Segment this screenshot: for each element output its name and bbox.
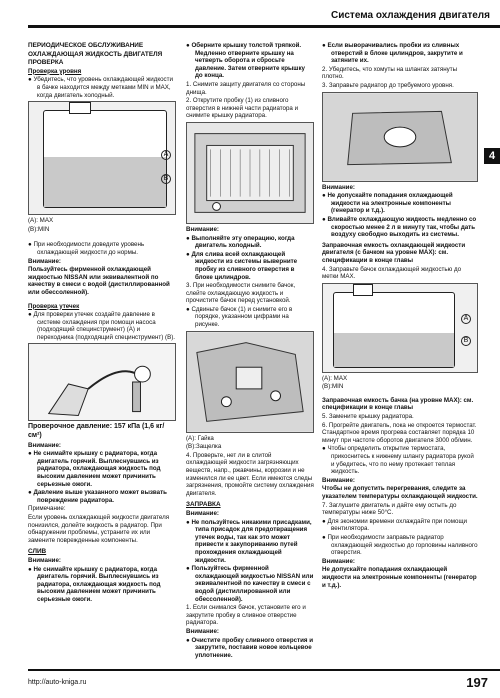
attention-pour-slowly: ● Вливайте охлаждающую жидкость медленно со скоростью менее 2 л в минуту так, чтобы дать воздуху свободно выходить из системы. <box>322 215 477 239</box>
heading-check: ПРОВЕРКА <box>28 59 64 67</box>
figure-reservoir-levels <box>322 283 478 373</box>
step-3: 3. При необходимости снимите бачок, слейте охлаждающую жидкость и прочистите бачок перед установкой. <box>186 282 296 305</box>
fill-step-3: 3. Заправьте радиатор до требуемого уровня. <box>322 81 454 89</box>
step-4: 4. Проверьте, нет ли в слитой охлаждающей жидкости загрязняющих веществ, напр., ржавчины, коррозии и не изменился ли ее цвет. Если имеются следы загрязнения, промойте систему охлаждения двигателя. <box>186 451 314 497</box>
attention-label: Внимание: <box>186 225 219 233</box>
figure-reservoir-removal <box>186 331 314 433</box>
header-title: Система охлаждения двигателя <box>330 10 490 21</box>
heading-maintenance: ПЕРИОДИЧЕСКОЕ ОБСЛУЖИВАНИЕ <box>28 42 144 49</box>
label-b: B <box>461 336 471 346</box>
text-block-plugs: ● Если выворачивались пробки из сливных отверстий в блоке цилиндров, закрутите и затяните их. <box>322 42 463 65</box>
fill-step-6: 6. Прогрейте двигатель, пока не откроется термостат. Стандартное время прогрева составляет порядка 10 минут при частоте оборотов двигателя 3000 об/мин. <box>322 421 477 444</box>
footer-url: http://auto-kniga.ru <box>28 679 87 686</box>
column-2 <box>186 42 314 660</box>
attention-text-2a: ● Не снимайте крышку с радиатора, когда двигатель горячий. Выплеснувшись из радиатора, охлаждающая жидкость под высоким давлением может причинить серьезные ожоги. <box>28 450 161 488</box>
note-text: Если уровень охлаждающей жидкости двигателя понизился, долейте жидкость в радиатор. При обнаружении проблемы, устраните их или замените поврежденные компоненты. <box>28 514 170 544</box>
text-leak-check: ● Для проверки утечек создайте давление в системе охлаждения при помощи насоса (подходящий специнструмент) (A) и переходника (подходящий специнструмент) (B). <box>28 311 176 341</box>
note-label: Примечание: <box>28 505 66 513</box>
attention-label: Внимание: <box>322 183 355 191</box>
radiator-drawing <box>187 123 313 223</box>
reservoir-neck <box>353 284 373 296</box>
attention-no-additives: ● Не пользуйтесь никакими присадками, типа присадок для предотвращения утечек воды, так как это может привести к закупориванию путей прохождения охлаждающей жидкости. <box>186 518 312 564</box>
text-top-up: ● При необходимости доведите уровень охлаждающей жидкости до нормы. <box>28 241 145 256</box>
fig-caption-a: (A): MAX <box>28 217 54 225</box>
attention-cold-engine: ● Выполняйте эту операцию, когда двигатель холодный. <box>186 234 295 250</box>
figure-radiator-drain <box>186 122 314 224</box>
label-a: A <box>461 314 471 324</box>
text-fan-cooling: ● Для экономии времени охлаждайте при помощи вентилятора. <box>322 517 467 533</box>
pressure-tester-drawing <box>29 344 175 420</box>
column-3 <box>322 42 478 590</box>
capacity-reservoir: Заправочная емкость бачка (на уровне MAX): см. спецификации в конце главы <box>322 396 474 412</box>
text-wrap-cap: ● Оберните крышку толстой тряпкой. Медленно отверните крышку на четверть оборота и сбросьте давление. Затем отверните крышку до конца. <box>186 42 305 80</box>
fill-step-7: 7. Заглушите двигатель и дайте ему остыть до температуры ниже 50°С. <box>322 501 457 517</box>
label-a: A <box>161 150 171 160</box>
fig-caption-min: (B):MIN <box>322 383 344 391</box>
attention-label-2: Внимание: <box>28 441 61 449</box>
fig-caption-clip: (B):Защелка <box>186 443 222 451</box>
attention-text-3: ● Не снимайте крышку с радиатора, когда двигатель горячий. Выплеснувшись из радиатора, охлаждающая жидкость под высоким давлением может причинить серьезные ожоги. <box>28 565 161 603</box>
figure-coolant-tank <box>28 101 176 215</box>
heading-coolant: ОХЛАЖДАЮЩАЯ ЖИДКОСТЬ ДВИГАТЕЛЯ <box>28 50 163 58</box>
attention-text-1: Пользуйтесь фирменной охлаждающей жидкостью NISSAN или эквивалентной по качеству в смеси с водой (дистиллированной или обессоленной). <box>28 266 170 296</box>
attention-label-3: Внимание: <box>28 556 61 564</box>
tank-liquid <box>44 157 166 207</box>
footer-rule <box>28 669 500 671</box>
heading-leak-check: Проверка утечек <box>28 302 80 310</box>
reservoir-shape <box>333 292 455 368</box>
attention-overheat: Чтобы не допустить перегревания, следите за указателем температуры охлаждающей жидкости. <box>322 485 478 500</box>
page-header <box>0 0 500 30</box>
attention-drain-plug: ● Очистите пробку сливного отверстия и закрутите, поставив новое кольцевое уплотнение. <box>186 636 314 659</box>
column-1 <box>28 42 176 605</box>
header-rule <box>28 25 500 28</box>
heading-fill: ЗАПРАВКА <box>186 501 221 509</box>
engine-bay-drawing <box>187 332 313 432</box>
attention-label-2: Внимание: <box>186 510 219 517</box>
page-number: 197 <box>466 675 488 690</box>
attention-label-3: Внимание: <box>322 557 355 565</box>
figure-radiator-filler <box>322 92 478 182</box>
reservoir-liquid <box>334 333 454 366</box>
tank-shape <box>43 110 167 208</box>
fig-caption-max: (A): MAX <box>322 374 348 382</box>
fill-step-4: 4. Заправьте бачок охлаждающей жидкостью до метки MAX. <box>322 265 462 281</box>
attention-label-2: Внимание: <box>322 476 355 484</box>
text-level-check: ● Убедитесь, что уровень охлаждающей жидкости в бачке находится между метками MIN и MAX, когда двигатель холодный. <box>28 76 173 99</box>
attention-genuine-coolant: ● Пользуйтесь фирменной охлаждающей жидкостью NISSAN или эквивалентной по качеству в смеси с водой (дистиллированной или обессоленной). <box>186 565 314 603</box>
text-thermostat: ● Чтобы определить открытие термостата, прикоснитесь к нижнему шлангу радиатора рукой и убедитесь, что по нему протекает теплая жидкость. <box>322 445 474 476</box>
page-footer <box>0 665 500 698</box>
step-1: 1. Снимите защиту двигателя со стороны днища. <box>186 80 306 96</box>
fill-step-1: 1. Если снимался бачок, установите его и закрутите пробку в сливное отверстие радиатора. <box>186 604 306 627</box>
heading-level-check: Проверка уровня <box>28 67 82 75</box>
fig-caption-nut: (A): Гайка <box>186 434 214 442</box>
text-pressure: Проверочное давление: 157 кПа (1,6 кг/см²) <box>28 423 165 440</box>
attention-electronics-2: Не допускайте попадания охлаждающей жидкости на электронные компоненты (генератор и т.д.). <box>322 566 477 589</box>
attention-label-3: Внимание: <box>186 627 219 635</box>
figure-pressure-tester <box>28 343 176 421</box>
fill-step-2: 2. Убедитесь, что хомуты на шлангах затянуты плотно. <box>322 65 458 81</box>
text-top-up-radiator: ● При необходимости заправьте радиатор охлаждающей жидкостью до горловины наливного отверстия. <box>322 533 478 557</box>
heading-drain: СЛИВ <box>28 548 47 556</box>
attention-text-2b: ● Давление выше указанного может вызвать повреждение радиатора. <box>28 489 167 504</box>
tank-neck <box>69 102 91 114</box>
attention-label-1: Внимание: <box>28 257 61 265</box>
fill-step-5: 5. Замените крышку радиатора. <box>322 413 414 421</box>
capacity-engine: Заправочная емкость охлаждающей жидкости двигателя (с бачком на уровне MAX): см. спецификации в конце главы <box>322 241 466 264</box>
label-b: B <box>161 174 171 184</box>
text-slide-tank: ● Сдвиньте бачок (1) и снимите его в порядке, указанном цифрами на рисунке. <box>186 305 293 329</box>
step-2: 2. Открутите пробку (1) из сливного отверстия в нижней части радиатора и снимите крышку радиатора. <box>186 97 299 120</box>
section-tab: 4 <box>484 148 500 164</box>
attention-electronics: ● Не допускайте попадания охлаждающей жидкости на электронные компоненты (генератор и т.д.). <box>322 192 453 215</box>
fig-caption-b: (B):MIN <box>28 225 50 233</box>
attention-block-drain: ● Для слива всей охлаждающей жидкости из системы выверните пробку из сливного отверстия в блоке цилиндров. <box>186 250 298 281</box>
filler-neck-drawing <box>323 93 477 181</box>
